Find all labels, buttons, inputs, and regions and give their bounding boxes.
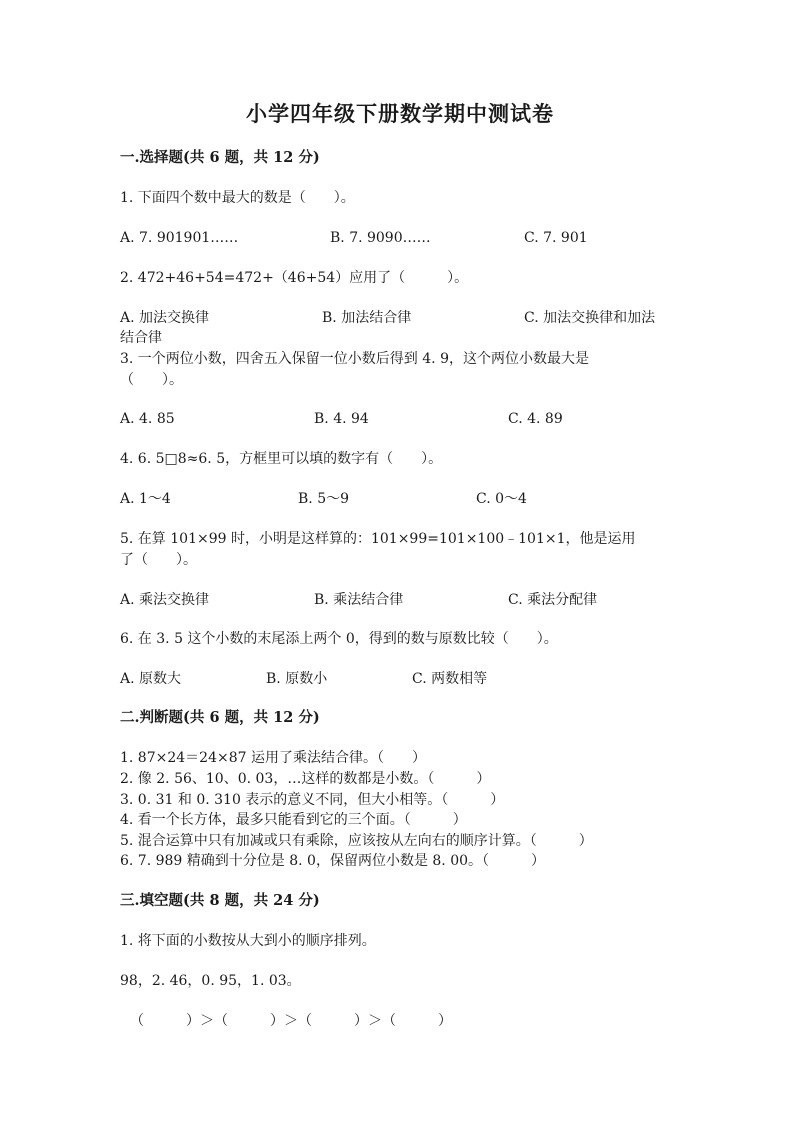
option-b: B. 加法结合律 — [322, 310, 412, 326]
option-a: A. 7. 901901…… — [120, 230, 239, 246]
question-text: 6. 在 3. 5 这个小数的末尾添上两个 0，得到的数与原数比较（ ）。 — [120, 631, 558, 647]
question-text: 3. 一个两位小数，四舍五入保留一位小数后得到 4. 9，这个两位小数最大是 — [120, 351, 589, 367]
option-c: C. 加法交换律和加法 — [524, 310, 656, 326]
option-a: A. 1～4 — [120, 491, 171, 507]
number-list: 98，2. 46，0. 95，1. 03。 — [120, 973, 301, 989]
option-b: B. 乘法结合律 — [314, 592, 404, 608]
judgement-item: 2. 像 2. 56、10、0. 03，…这样的数都是小数。（ ） — [120, 771, 491, 787]
judgement-item: 1. 87×24＝24×87 运用了乘法结合律。（ ） — [120, 750, 426, 766]
option-b: B. 5～9 — [298, 491, 350, 507]
question-text: 5. 在算 101×99 时，小明是这样算的：101×99=101×100﹣101×1，他是运用 — [120, 531, 636, 547]
question-text: 1. 下面四个数中最大的数是（ ）。 — [120, 190, 355, 206]
judgement-item: 5. 混合运算中只有加减或只有乘除，应该按从左向右的顺序计算。（ ） — [120, 833, 593, 849]
judgement-item: 6. 7. 989 精确到十分位是 8. 0，保留两位小数是 8. 00。（ ） — [120, 853, 546, 869]
option-b: B. 4. 94 — [314, 411, 369, 427]
judgement-item: 4. 看一个长方体，最多只能看到它的三个面。（ ） — [120, 812, 467, 828]
option-a: A. 4. 85 — [120, 411, 175, 427]
option-c: C. 两数相等 — [412, 671, 488, 687]
question-text-continued: 了（ ）。 — [120, 552, 197, 568]
option-c: C. 0～4 — [476, 491, 527, 507]
option-a: A. 乘法交换律 — [120, 592, 210, 608]
judgement-item: 3. 0. 31 和 0. 310 表示的意义不同，但大小相等。（ ） — [120, 792, 505, 808]
option-b: B. 原数小 — [266, 671, 328, 687]
option-c: C. 4. 89 — [508, 411, 563, 427]
answer-blanks: （ ）＞（ ）＞（ ）＞（ ） — [130, 1013, 452, 1029]
option-b: B. 7. 9090…… — [330, 230, 431, 246]
option-c: C. 7. 901 — [524, 230, 588, 246]
question-text-continued: （ ）。 — [120, 372, 183, 388]
option-c-continued: 结合律 — [120, 330, 162, 346]
option-c: C. 乘法分配律 — [508, 592, 598, 608]
question-text: 2. 472+46+54=472+（46+54）应用了（ ）。 — [120, 270, 469, 286]
question-text: 4. 6. 5□8≈6. 5，方框里可以填的数字有（ ）。 — [120, 451, 443, 467]
section-heading-judgement: 二.判断题(共 6 题，共 12 分) — [120, 709, 320, 726]
option-a: A. 原数大 — [120, 671, 182, 687]
page-title: 小学四年级下册数学期中测试卷 — [246, 101, 554, 126]
section-heading-fill-blank: 三.填空题(共 8 题，共 24 分) — [120, 892, 320, 909]
option-a: A. 加法交换律 — [120, 310, 210, 326]
question-text: 1. 将下面的小数按从大到小的顺序排列。 — [120, 933, 376, 949]
section-heading-choice: 一.选择题(共 6 题，共 12 分) — [120, 149, 320, 166]
